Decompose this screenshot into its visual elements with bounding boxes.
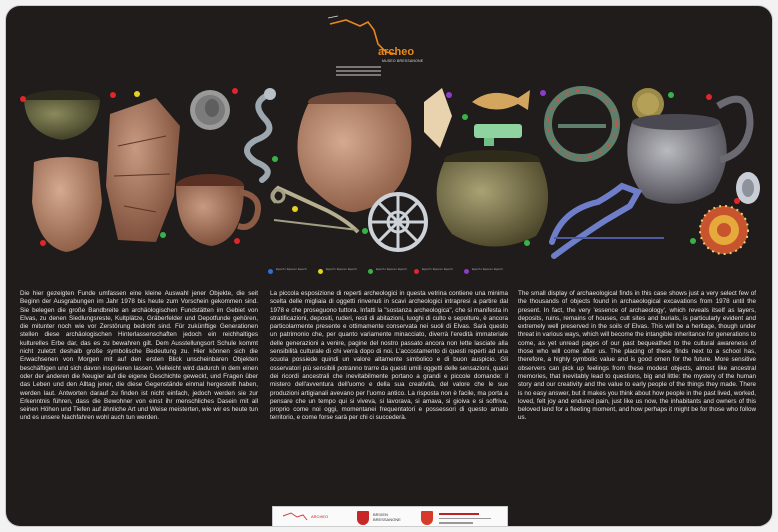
marker-dot <box>110 92 116 98</box>
small-clay-pot-artifact <box>32 157 102 252</box>
sponsor-strip <box>272 506 508 526</box>
enamel-ring-brooch-artifact <box>548 90 616 158</box>
marker-dot <box>20 96 26 102</box>
marker-dot <box>160 232 166 238</box>
exhibit-panel <box>6 6 772 526</box>
marker-dot <box>362 228 368 234</box>
artifact-gallery <box>6 6 772 266</box>
bressanone-label: BRESSANONE <box>373 517 401 522</box>
clay-cup-artifact <box>176 174 258 246</box>
marker-dot <box>234 238 240 244</box>
italian-text: La piccola esposizione di reperti archeologici in questa vetrina contiene una minima scelta delle migliaia di oggetti rinvenuti in scavi archeologici intrapresi a partire dal 1978 e che proseguono tuttora. Infatti la "sostanza archeologica", che si manifesta in stratificazioni, depositi, ruderi, resti di abitazioni, luoghi di culto e sepolture, è ancora particolarmente presente e ottimamente conservata nei suoli di Elvas. Sarà questo un patrimonio che, per quanto variamente minacciato, diverrà l'eredità immateriale delle generazioni a venire, pagine del nostro passato ancora non lette lasciate alla sensibilità culturale di chi verrà dopo di noi. L'accostamento di questi reperti ad una scuola possiede quindi un valore altamente simbolico e di buon auspicio. Gli osservatori più sensibili potranno trarre da questi umili oggetti delle sensazioni, quasi dei ricordi ancestrali che inevitabilmente portano a grandi e piccole domande: il mistero dell'avventura dell'uomo e della sua creatività, del valore che le sue produzioni artigianali avevano per l'uomo antico. La risposta non è facile, ma porta a pensare che un tempo qui si viveva, si lavorava, si amava, si gioiva e si soffriva, proprio come noi oggi, momentanei frequentatori e possessori di questo amato territorio, e come forse sarà per chi ci succederà. <box>270 290 508 422</box>
serpentine-fibula-artifact <box>247 88 276 180</box>
brixen-label: BRIXEN <box>373 512 388 517</box>
marker-dot <box>272 156 278 162</box>
green-bronze-object-artifact <box>474 124 522 146</box>
bronze-bowl-artifact <box>24 90 100 140</box>
marker-dot <box>524 240 530 246</box>
marker-dot <box>232 88 238 94</box>
eagle-crest-icon <box>421 511 433 525</box>
footer-archeo-text: ARCHEO <box>311 514 329 519</box>
marker-dot <box>734 198 740 204</box>
fragmented-pot-artifact <box>106 98 180 242</box>
openwork-disc-artifact <box>370 194 426 250</box>
marker-dot <box>134 91 140 97</box>
logo-word: archeo <box>378 46 415 58</box>
marker-dot <box>446 92 452 98</box>
roman-coin-artifact <box>190 90 230 130</box>
marker-dot <box>706 94 712 100</box>
marker-dot <box>462 114 468 120</box>
epoch-legend: Epoch / Epoca / Epoch Epoch / Epoca / Epoch Epoch / Epoca / Epoch Epoch / Epoca / Epoch Epoch / Epoca / Epoch <box>268 268 548 282</box>
red-shield-icon <box>357 511 369 525</box>
marker-dot <box>540 90 546 96</box>
marker-dot <box>292 206 298 212</box>
bronze-situla-artifact <box>437 150 548 247</box>
english-text: The small display of archaeological finds in this case shows just a very select few of the thousands of objects found in archaeological excavations from 1978 until the present. In fact, the very 'essence of archaeology', which reveals itself as layers, deposits, ruins, remains of houses, cult sites and burials, is particularly evident and extremely well preserved in the soils of Elvas. This will be a heritage, though under threat in various ways, which will become the intangible inheritance for generations to come, as yet unread pages of our past bequeathed to the cultural awareness of those who will come after us. The placing of these finds next to a school has, therefore, a highly symbolic value and is good omen for the future. More sensitive observers can pick up feelings from these modest objects, almost like ancestral memories, that inevitably lead to questions, big and little: the mystery of the human story and our creativity and the value to early people of the things they made. There is no easy answer, but it makes you think about how people in the past lived, worked, loved, felt joy and endured pain, just like us now, the inhabitants and owners of this beloved land for a fleeting moment, and how perhaps it might be for those who follow us. <box>518 290 756 422</box>
sponsor-lines <box>439 513 495 524</box>
fish-pendant-artifact <box>472 90 530 110</box>
marker-dot <box>690 238 696 244</box>
marker-dot <box>40 240 46 246</box>
german-text: Die hier gezeigten Funde umfassen eine kleine Auswahl jener Objekte, die seit Beginn der Ausgrabungen im Jahr 1978 bis heute zum Vorschein gekommen sind. Sie belegen die große Bandbreite an archäologischen Fundstätten im Gebiet von Elvas, zu denen Siedlungsreste, Kultplätze, Gräberfelder und Depotfunde gehören, die mitunter noch wie vor Zerstörung bedroht sind. Für zukünftige Generationen stellen diese archäologischen Hinterlassenschaften jedoch ein reichhaltiges kulturelles Erbe dar, das es zu bewahren gilt. Dem Ausstellungsort Schule kommt nicht zuletzt deshalb große symbolische Bedeutung zu. Hier können sich die Erwachsenen von Morgen mit auf den ersten Blick unscheinbaren Objekten beschäftigen und sich davon inspirieren lassen. Vielleicht wird dadurch in dem einen oder der anderen die Neugier auf die eigene Geschichte geweckt, und Fragen über das Leben und den Alltag jener, die diese Gegenstände einmal hergestellt haben, werden laut. Antworten darauf zu finden ist nicht einfach, jedoch werden sie zur Erkenntnis führen, dass die Bewohner von einst ihr menschliches Dasein mit all seinen Höhen und Tiefen auf ähnliche Art und Weise meisterten, wie wir es heute tun und es unsere Nachfahren wohl auch tun werden. <box>20 290 258 422</box>
marker-dot <box>668 92 674 98</box>
logo-subtitle: MUSEO BRESSANONE <box>382 59 424 63</box>
enamel-disc-brooch-artifact <box>700 206 748 254</box>
